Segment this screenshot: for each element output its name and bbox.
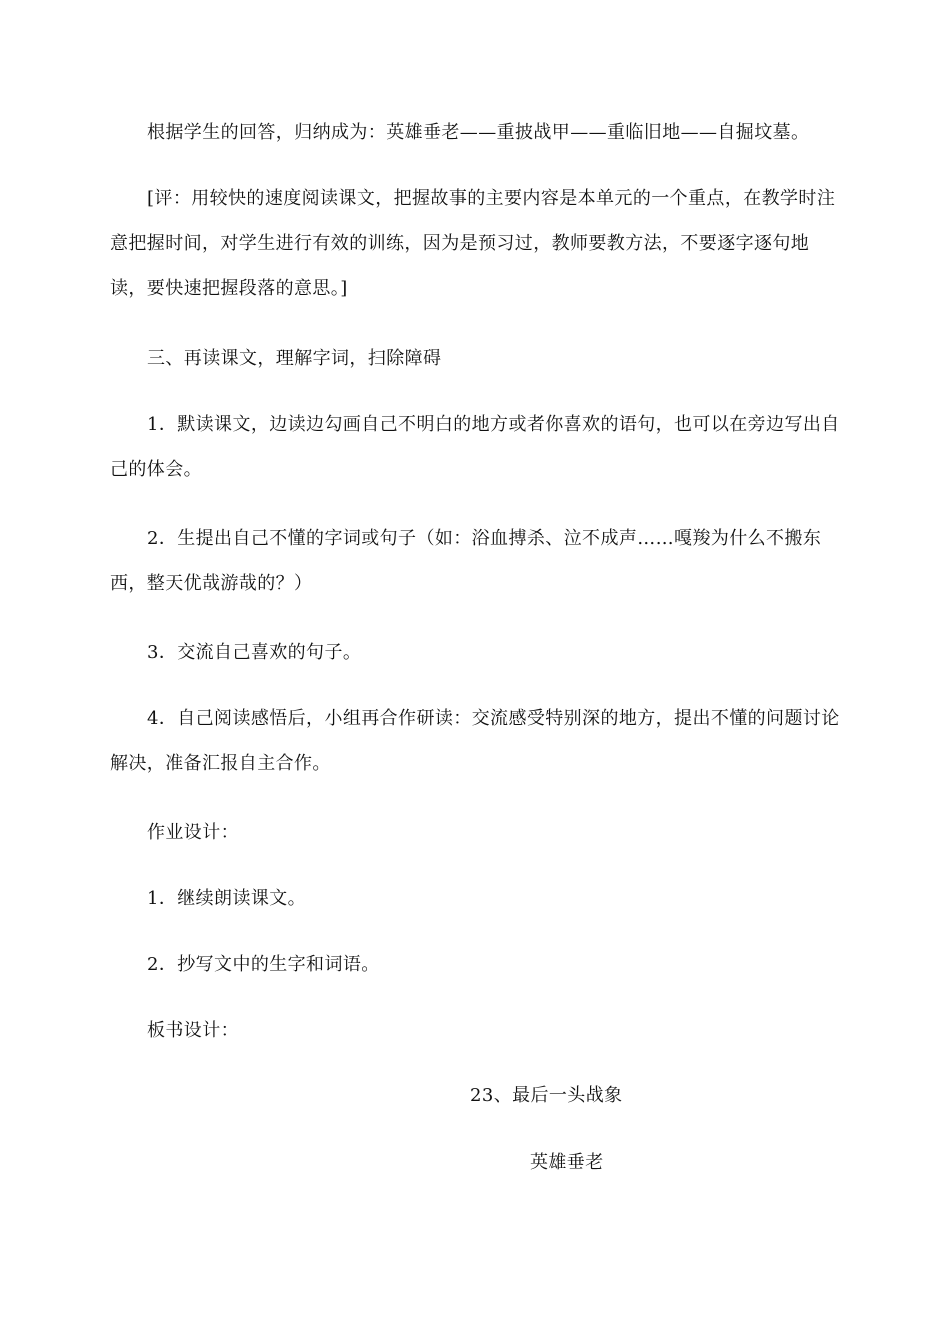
summary-paragraph: 根据学生的回答，归纳成为：英雄垂老——重披战甲——重临旧地——自掘坟墓。: [147, 122, 810, 143]
step-4-paragraph: 4．自己阅读感悟后，小组再合作研读：交流感受特别深的地方，提出不懂的问题讨论解决，准备汇报自主合作。: [110, 708, 840, 774]
board-line-1: 英雄垂老: [530, 1152, 604, 1173]
board-heading: 板书设计：: [147, 1020, 239, 1041]
homework-heading: 作业设计：: [147, 822, 239, 843]
step-3-paragraph: 3．交流自己喜欢的句子。: [147, 642, 362, 663]
homework-item-1: 1．继续朗读课文。: [147, 888, 307, 909]
board-title: 23、最后一头战象: [470, 1085, 623, 1106]
homework-item-2: 2．抄写文中的生字和词语。: [147, 954, 380, 975]
step-1-paragraph: 1．默读课文，边读边勾画自己不明白的地方或者你喜欢的语句，也可以在旁边写出自己的体会。: [110, 414, 840, 480]
step-2-paragraph: 2．生提出自己不懂的字词或句子（如：浴血搏杀、泣不成声……嘎羧为什么不搬东西，整天优哉游哉的？）: [110, 528, 822, 594]
comment-paragraph: [评：用较快的速度阅读课文，把握故事的主要内容是本单元的一个重点，在教学时注意把握时间，对学生进行有效的训练，因为是预习过，教师要教方法，不要逐字逐句地读，要快速把握段落的意思。]: [110, 188, 836, 299]
section-heading: 三、再读课文，理解字词，扫除障碍: [147, 348, 442, 369]
